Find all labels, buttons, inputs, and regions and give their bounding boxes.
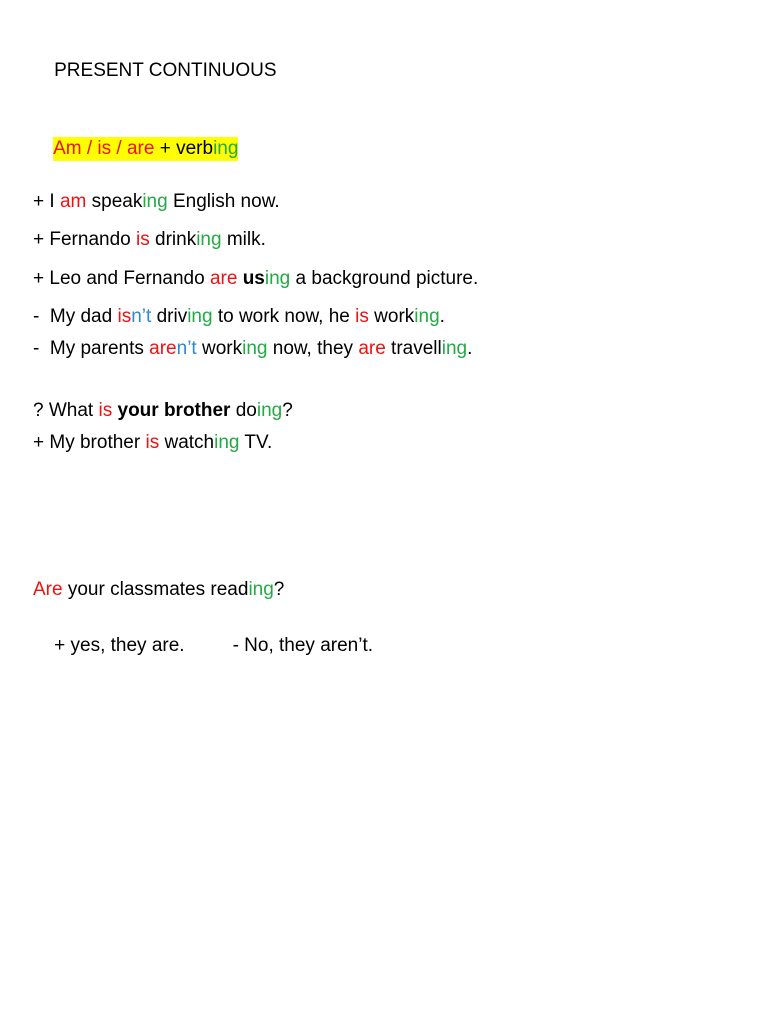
text-segment: is <box>98 400 113 421</box>
example-negative-1 <box>33 305 445 329</box>
text-segment: to work now, he <box>212 306 356 327</box>
short-answer-negative: - No, they aren’t. <box>232 635 374 656</box>
text-segment: TV. <box>239 432 273 453</box>
text-segment: is <box>145 432 160 453</box>
text-segment: watch <box>159 432 215 453</box>
text-segment: + I <box>33 191 60 212</box>
text-segment: - My parents <box>33 338 150 359</box>
text-segment: am <box>59 191 87 212</box>
example-affirmative-3 <box>33 267 478 291</box>
text-segment: is <box>136 229 150 250</box>
text-segment: ? <box>282 400 293 421</box>
text-segment: ing <box>441 338 468 359</box>
page-title: PRESENT CONTINUOUS <box>54 60 277 81</box>
example-question <box>33 399 293 423</box>
example-affirmative-2 <box>33 228 266 252</box>
text-segment: . <box>467 338 473 359</box>
text-segment: ? What <box>33 400 99 421</box>
text-segment: n’t <box>176 338 197 359</box>
short-answer-positive: + yes, they are. <box>54 635 185 656</box>
text-segment: ing <box>213 138 239 159</box>
text-segment: your classmates read <box>62 579 249 600</box>
text-segment: us <box>242 268 265 289</box>
text-segment: ing <box>214 432 240 453</box>
text-segment: ing <box>256 400 283 421</box>
example-answer <box>33 431 272 455</box>
text-segment: are <box>358 338 386 359</box>
example-negative-2 <box>33 337 472 361</box>
formula-highlight <box>53 137 238 161</box>
text-segment: speak <box>86 191 143 212</box>
text-segment: . <box>439 306 445 327</box>
text-segment: ing <box>196 229 222 250</box>
text-segment: - My dad <box>33 306 118 327</box>
text-segment: English now. <box>167 191 280 212</box>
text-segment: is <box>355 306 369 327</box>
text-segment: + Fernando <box>33 229 136 250</box>
text-segment: ing <box>142 191 168 212</box>
grammar-formula <box>33 113 239 159</box>
text-segment: are <box>209 268 238 289</box>
text-segment: + My brother <box>33 432 146 453</box>
text-segment: ing <box>187 306 213 327</box>
text-segment: your brother <box>117 400 231 421</box>
text-segment: ing <box>414 306 440 327</box>
short-answers <box>33 610 374 656</box>
text-segment: ing <box>264 268 291 289</box>
text-segment: driv <box>151 306 188 327</box>
text-segment: milk. <box>221 229 266 250</box>
text-segment: do <box>230 400 257 421</box>
text-segment: ing <box>242 338 268 359</box>
text-segment: Are <box>33 579 63 600</box>
text-segment: a background picture. <box>290 268 479 289</box>
text-segment: + Leo and Fernando <box>33 268 210 289</box>
text-segment: work <box>368 306 415 327</box>
text-segment: ? <box>273 579 285 600</box>
text-segment: now, they <box>267 338 359 359</box>
text-segment: n’t <box>131 306 152 327</box>
text-segment: travell <box>385 338 442 359</box>
example-affirmative-1 <box>33 190 280 214</box>
text-segment: work <box>196 338 243 359</box>
yesno-question <box>33 578 284 602</box>
text-segment: drink <box>149 229 197 250</box>
text-segment: ing <box>248 579 274 600</box>
text-segment: + verb <box>154 138 214 159</box>
text-segment: are <box>149 338 177 359</box>
text-segment: is <box>117 306 132 327</box>
text-segment: Am / is / are <box>53 138 155 159</box>
